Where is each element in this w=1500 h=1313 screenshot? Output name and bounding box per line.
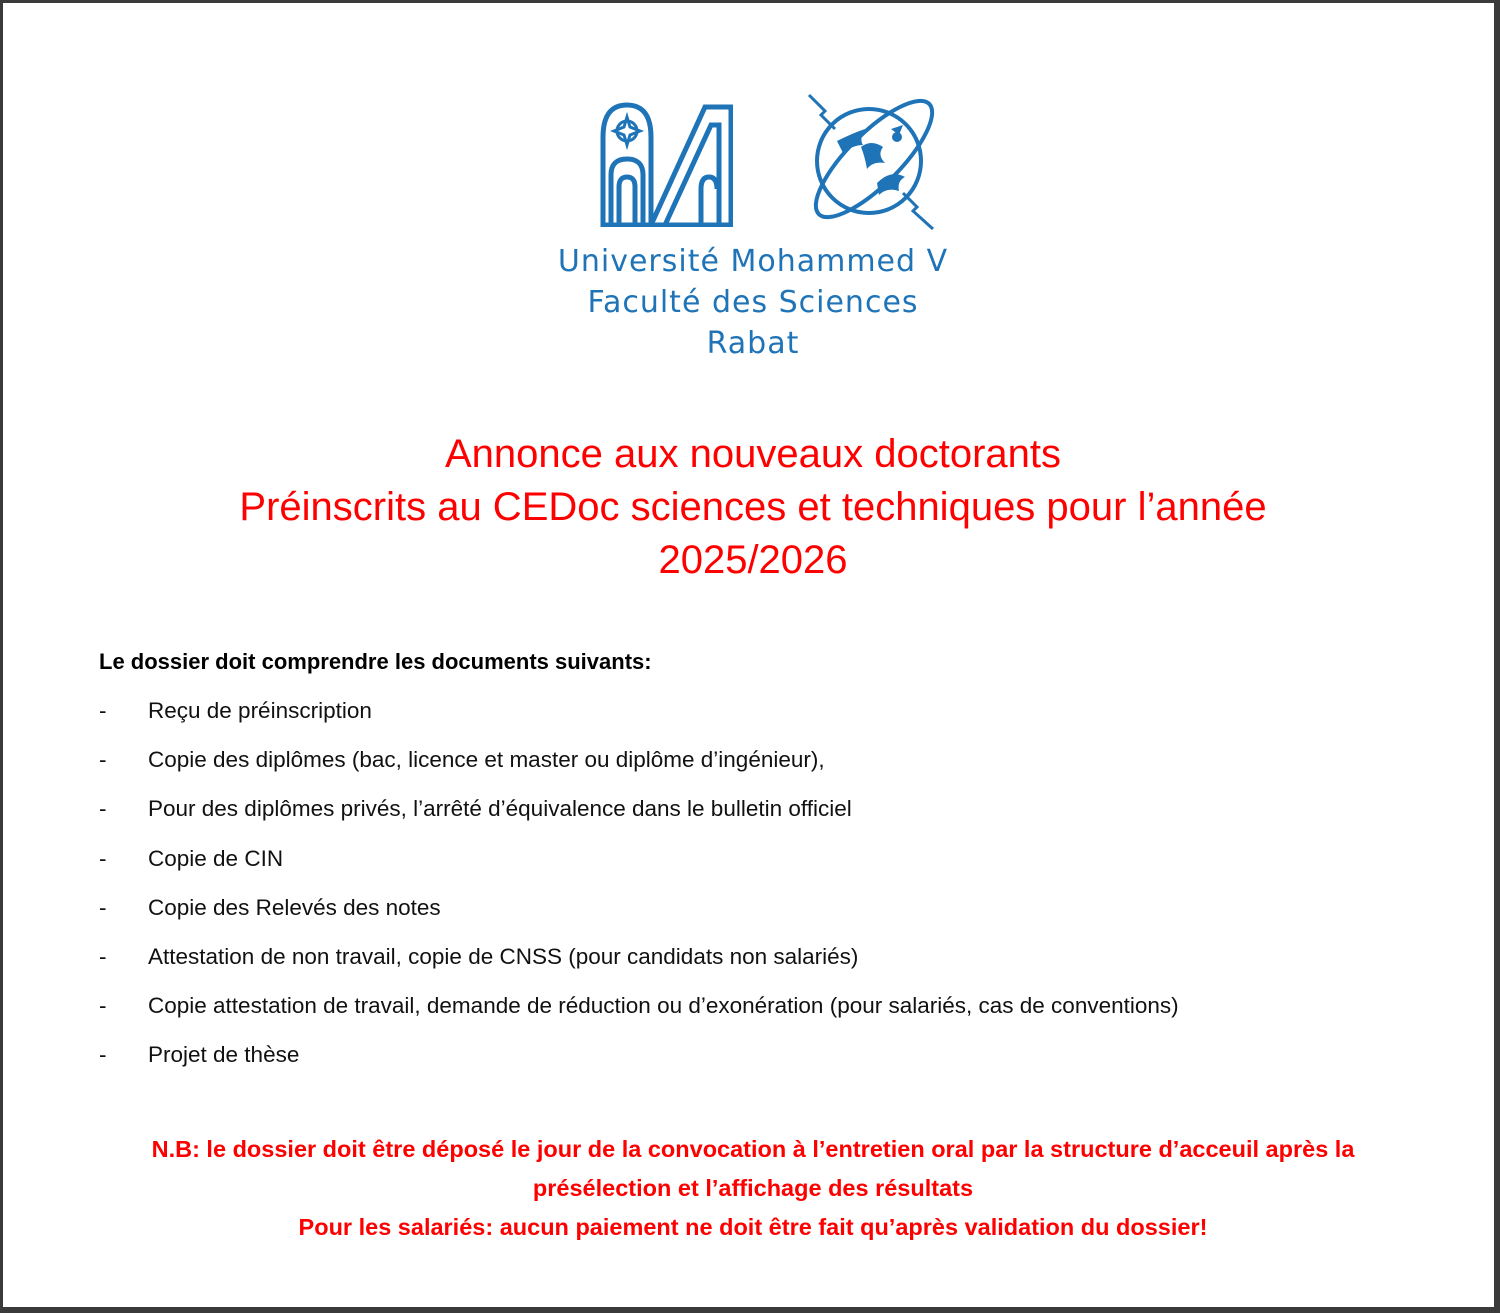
list-item-text: Copie des diplômes (bac, licence et master ou diplôme d’ingénieur),: [148, 747, 825, 773]
list-item-text: Reçu de préinscription: [148, 698, 372, 723]
list-item-text: Copie attestation de travail, demande de réduction ou d’exonération (pour salariés, cas de conventions): [148, 993, 1179, 1019]
institution-name: [3, 241, 1500, 364]
notice-line-3: Pour les salariés: aucun paiement ne doit être fait qu’après validation du dossier!: [298, 1214, 1208, 1240]
bullet-dash: -: [99, 993, 107, 1019]
university-logo: [597, 97, 733, 227]
faculty-name: Faculté des Sciences: [587, 285, 919, 320]
important-notice: [3, 1130, 1500, 1247]
list-item-text: Copie de CIN: [148, 845, 284, 871]
notice-line-2: présélection et l’affichage des résultats: [532, 1175, 974, 1201]
list-item-text: Attestation de non travail, copie de CNSS (pour candidats non salariés): [148, 943, 859, 969]
university-name: Université Mohammed V: [557, 244, 949, 279]
list-item-text: Projet de thèse: [148, 1042, 300, 1068]
header-logos: [3, 89, 1500, 364]
faculty-logo: [799, 89, 949, 231]
title-line-3: 2025/2026: [658, 538, 848, 582]
documents-intro: Le dossier doit comprendre les documents suivants:: [99, 649, 652, 674]
notice-line-1: N.B: le dossier doit être déposé le jour de la convocation à l’entretien oral par la structure d’acceuil après la: [151, 1136, 1355, 1162]
bullet-dash: -: [99, 943, 107, 969]
bullet-dash: -: [99, 698, 107, 723]
list-item-text: Copie des Relevés des notes: [148, 894, 441, 920]
bullet-dash: -: [99, 894, 107, 920]
list-item-text: Pour des diplômes privés, l’arrêté d’équivalence dans le bulletin officiel: [148, 796, 852, 822]
announcement-title: [3, 428, 1500, 587]
city-name: Rabat: [706, 326, 800, 361]
title-line-2: Préinscrits au CEDoc sciences et techniques pour l’année: [239, 485, 1267, 529]
bullet-dash: -: [99, 747, 107, 773]
bullet-dash: -: [99, 796, 107, 822]
title-line-1: Annonce aux nouveaux doctorants: [445, 432, 1061, 476]
bullet-dash: -: [99, 845, 107, 871]
bullet-dash: -: [99, 1042, 107, 1068]
